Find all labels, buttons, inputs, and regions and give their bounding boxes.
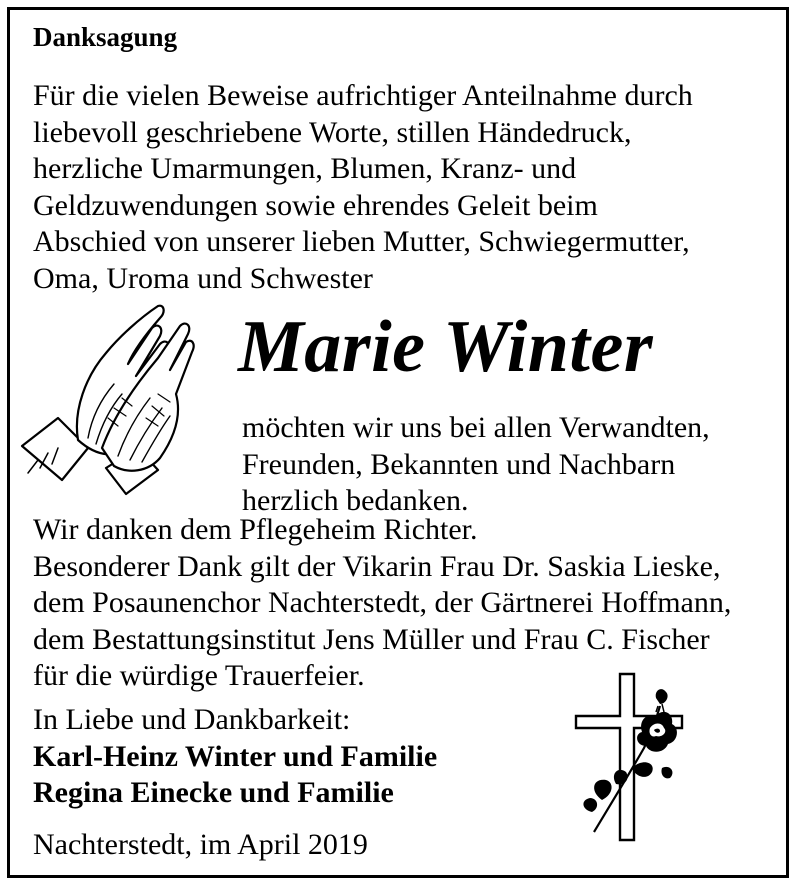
praying-hands-icon <box>18 298 198 498</box>
intro-paragraph <box>33 78 693 297</box>
thanks-line: möchten wir uns bei allen Verwandten, <box>242 411 710 444</box>
special-thanks-paragraph <box>33 512 731 695</box>
intro-line: herzliche Umarmungen, Blumen, Kranz- und <box>33 152 577 185</box>
notice-heading: Danksagung <box>33 22 178 52</box>
cross-rose-icon <box>572 672 690 842</box>
signer-name: Karl-Heinz Winter und Familie <box>33 739 438 773</box>
special-thanks-line: dem Posaunenchor Nachterstedt, der Gärtnerei Hoffmann, <box>33 586 732 619</box>
intro-line: Oma, Uroma und Schwester <box>33 261 373 295</box>
special-thanks-line: Besonderer Dank gilt der Vikarin Frau Dr. Saskia Lieske, <box>33 549 721 583</box>
intro-line: liebevoll geschriebene Worte, stillen Händedruck, <box>33 115 632 149</box>
special-thanks-line: für die würdige Trauerfeier. <box>33 659 365 692</box>
intro-line: Geldzuwendungen sowie ehrendes Geleit beim <box>33 188 598 222</box>
special-thanks-line: dem Bestattungsinstitut Jens Müller und Frau C. Fischer <box>33 622 710 656</box>
closing-salutation: In Liebe und Dankbarkeit: <box>33 703 351 736</box>
intro-line: Abschied von unserer lieben Mutter, Schwiegermutter, <box>33 225 690 258</box>
special-thanks-line: Wir danken dem Pflegeheim Richter. <box>33 513 478 546</box>
deceased-name: Marie Winter <box>238 306 654 388</box>
closing-block <box>33 702 437 812</box>
thanks-paragraph <box>242 410 710 520</box>
thanks-line: Freunden, Bekannten und Nachbarn <box>242 447 676 481</box>
place-date: Nachterstedt, im April 2019 <box>33 828 368 861</box>
intro-line: Für die vielen Beweise aufrichtiger Anteilnahme durch <box>33 79 693 112</box>
signer-name: Regina Einecke und Familie <box>33 776 394 809</box>
thanks-line: herzlich bedanken. <box>242 484 469 517</box>
